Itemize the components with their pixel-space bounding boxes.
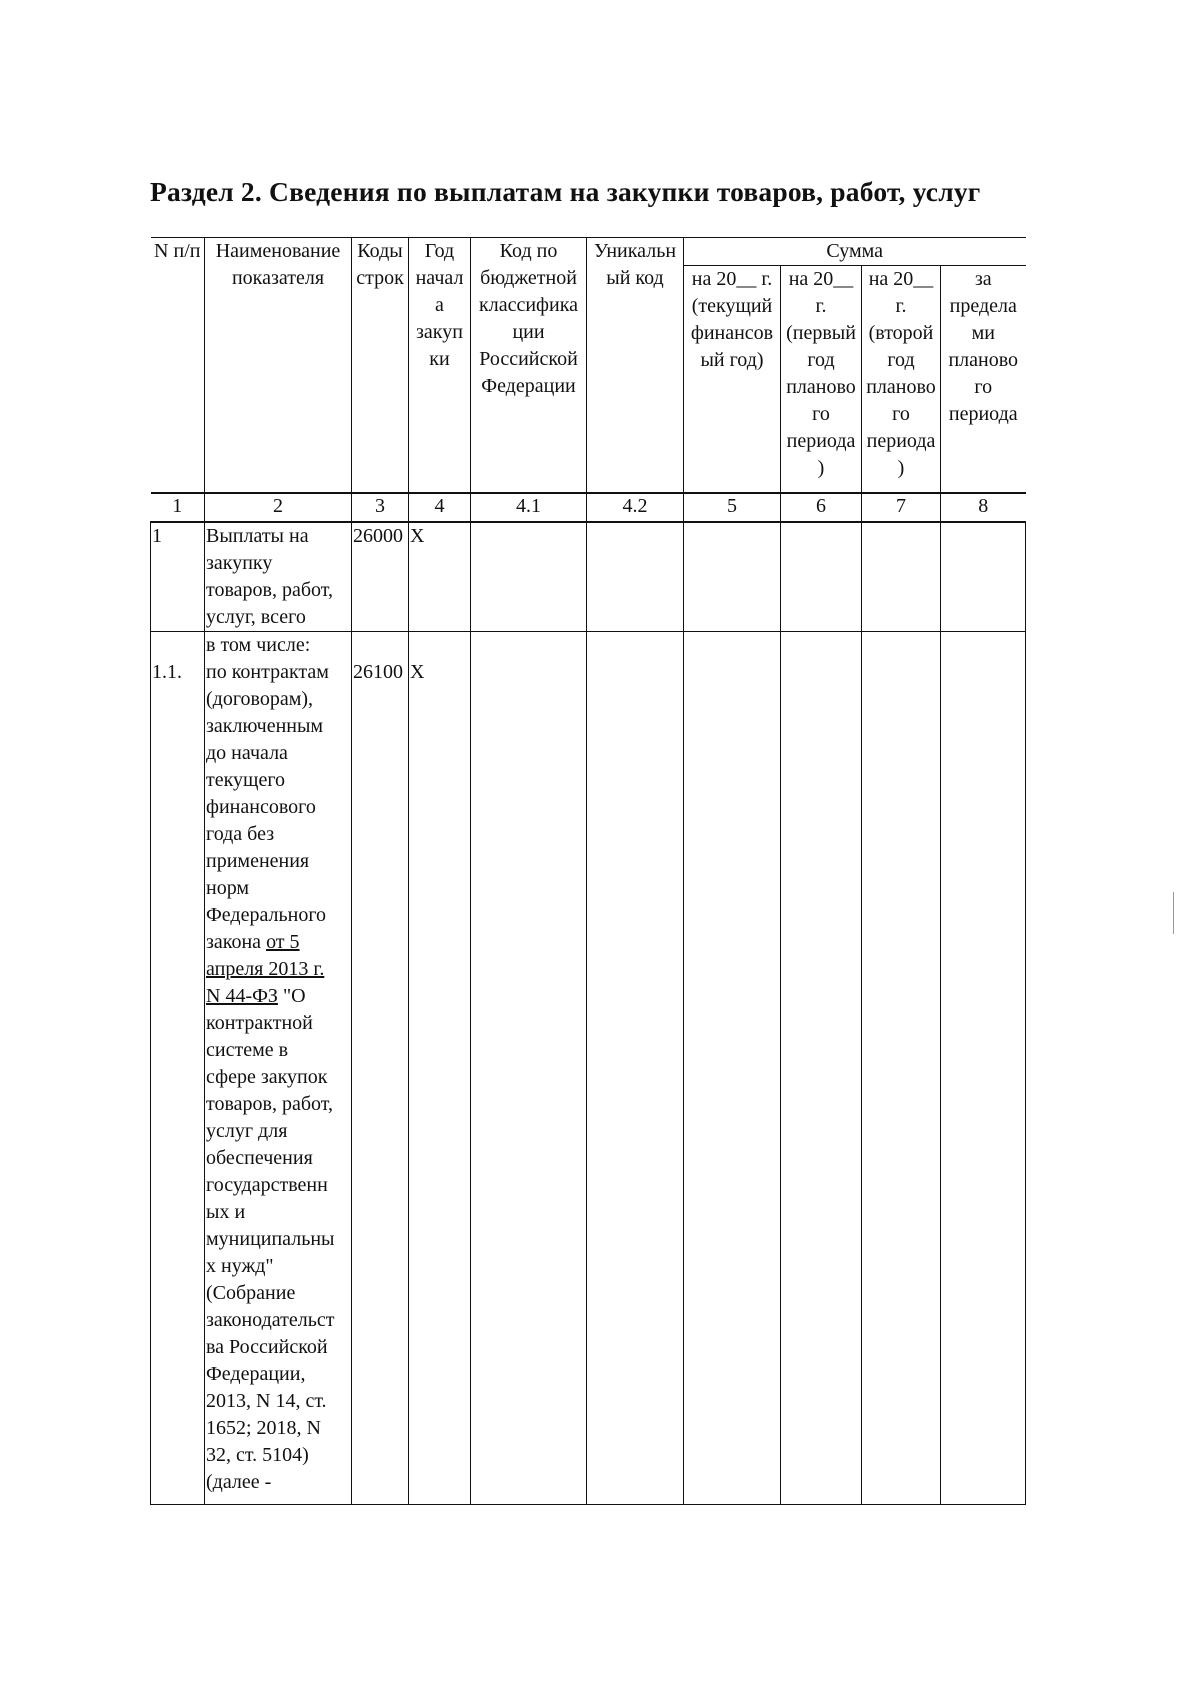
column-number: 4.2	[587, 493, 684, 522]
law-link[interactable]: от 5 апреля 2013 г. N 44-ФЗ	[206, 930, 325, 1007]
row-kbk-cell[interactable]	[471, 522, 587, 632]
row-year: X	[409, 631, 471, 1504]
row-sum-beyond-cell[interactable]	[941, 631, 1026, 1504]
header-sum: Сумма	[684, 238, 1026, 266]
header-sum-beyond-plan: за предела ми планово го периода	[948, 268, 1019, 425]
row-year: X	[409, 522, 471, 632]
header-np: N п/п	[151, 238, 205, 493]
row-name-text-cont: "О контрактной системе в сфере закупок товаров, работ, услуг для обеспечения государственн ых и муниципальны х нужд" (Собрание законодательст ва Российской Федерации, 2013, N 14, ст. 1652; 2018, N 32, ст. 5104) (далее -	[206, 984, 335, 1493]
row-sum-beyond-cell[interactable]	[941, 522, 1026, 632]
row-sum-second-cell[interactable]	[862, 631, 941, 1504]
row-name: Выплаты на закупку товаров, работ, услуг, всего	[205, 522, 352, 632]
column-number-row	[151, 493, 1026, 522]
column-number: 7	[862, 493, 941, 522]
row-kbk-cell[interactable]	[471, 631, 587, 1504]
column-number: 2	[205, 493, 352, 522]
row-unique-code-cell[interactable]	[587, 631, 684, 1504]
row-sum-first-cell[interactable]	[781, 522, 862, 632]
row-sum-first-cell[interactable]	[781, 631, 862, 1504]
header-name: Наименование показателя	[205, 238, 352, 493]
header-unique-code: Уникальн ый код	[587, 238, 684, 493]
header-codes: Коды строк	[352, 238, 409, 493]
scan-artifact-line	[1173, 892, 1174, 934]
table-row	[151, 522, 1026, 632]
column-number: 3	[352, 493, 409, 522]
row-unique-code-cell[interactable]	[587, 522, 684, 632]
column-number: 4.1	[471, 493, 587, 522]
column-number: 6	[781, 493, 862, 522]
column-number: 8	[941, 493, 1026, 522]
row-sum-current-cell[interactable]	[684, 631, 781, 1504]
header-row-1	[151, 238, 1026, 266]
section-title: Раздел 2. Сведения по выплатам на закупки товаров, работ, услуг	[150, 176, 981, 207]
header-sum-current-year: на 20__ г. (текущий финансов ый год)	[684, 266, 781, 493]
row-name-text: в том числе: по контрактам (договорам), заключенным до начала текущего финансового года без применения норм Федерального закона	[206, 633, 329, 953]
row-np: 1	[151, 522, 205, 632]
row-np: 1.1.	[151, 631, 205, 1504]
table-row	[151, 631, 1026, 1504]
column-number: 5	[684, 493, 781, 522]
header-sum-first-plan-year: на 20__ г. (первый год планово го периода )	[781, 266, 862, 493]
header-kbk: Код по бюджетной классифика ции Российской Федерации	[471, 238, 587, 493]
column-number: 1	[151, 493, 205, 522]
row-code: 26100	[352, 631, 409, 1504]
column-number: 4	[409, 493, 471, 522]
header-year: Год начал а закуп ки	[409, 238, 471, 493]
row-code: 26000	[352, 522, 409, 632]
row-name	[205, 631, 352, 1504]
row-sum-second-cell[interactable]	[862, 522, 941, 632]
header-sum-second-plan-year: на 20__ г. (второй год планово го периода )	[862, 266, 941, 493]
row-sum-current-cell[interactable]	[684, 522, 781, 632]
payments-table	[150, 237, 1026, 1505]
